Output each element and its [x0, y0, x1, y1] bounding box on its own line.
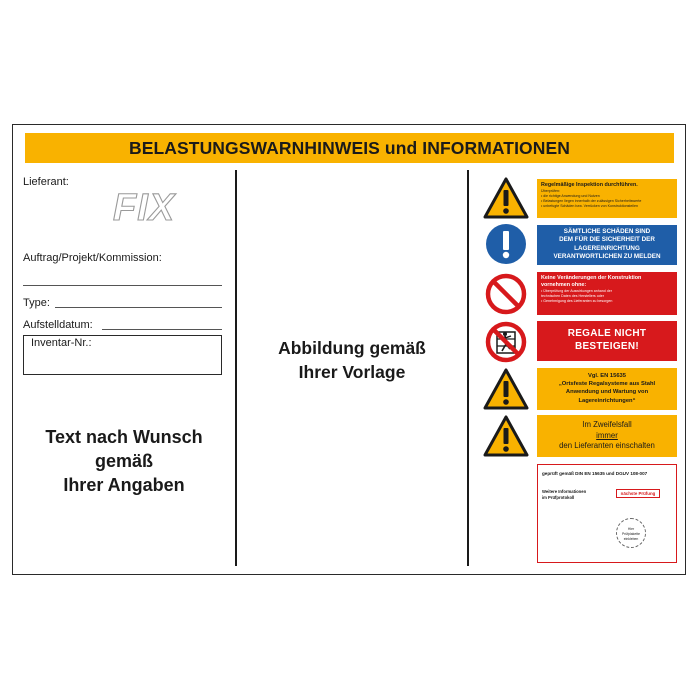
- modifications-title-2: vornehmen ohne:: [541, 281, 587, 288]
- modifications-title-1: Keine Veränderungen der Konstruktion: [541, 275, 642, 281]
- auftrag-line: [23, 285, 222, 286]
- type-label: Type:: [23, 297, 50, 309]
- custom-text-line-1: Text nach Wunsch: [45, 427, 203, 447]
- no-modifications-panel: [537, 272, 677, 315]
- auftrag-label: Auftrag/Projekt/Kommission:: [23, 252, 162, 264]
- divider-right: [467, 170, 469, 566]
- warning-icon: [483, 177, 529, 219]
- certificate-info-1: Weitere Informationen: [542, 489, 587, 494]
- certificate-info-2: im Prüfprotokoll: [542, 495, 575, 500]
- standard-panel: [537, 368, 677, 410]
- custom-text-line-2: gemäß: [94, 451, 154, 471]
- damage-report-panel: [537, 225, 677, 265]
- inspection-certificate-panel: [537, 464, 677, 563]
- no-climbing-line-1: REGALE NICHT: [567, 328, 647, 339]
- warning-icon-3: [483, 415, 529, 457]
- contact-line-2: immer: [596, 430, 618, 440]
- standard-line-1: Vgl. EN 15635: [587, 373, 627, 379]
- modifications-bullet-3: • Genehmigung des Lieferanten zu besorgen: [541, 298, 613, 303]
- custom-text: [13, 425, 235, 497]
- contact-line-3: den Lieferanten einschalten: [559, 441, 655, 450]
- sign-board: [12, 124, 686, 575]
- damage-line-1: SÄMTLICHE SCHÄDEN SIND: [563, 228, 651, 235]
- warning-icon-2: [483, 368, 529, 410]
- modifications-bullet-1: • Überprüfung der Auswirkungen anhand der: [541, 288, 612, 293]
- inspection-sub: Überprüfen:: [541, 189, 560, 193]
- sticker-line-2: Prüfplakette: [621, 532, 641, 536]
- inventar-label: Inventar-Nr.:: [31, 337, 92, 349]
- mandatory-info-icon: [485, 223, 527, 265]
- sticker-line-3: einkleben: [623, 537, 639, 541]
- illustration-line-2: Ihrer Vorlage: [298, 362, 406, 382]
- no-climbing-icon: [485, 321, 527, 363]
- aufstelldatum-label: Aufstelldatum:: [23, 319, 93, 331]
- type-line: [55, 307, 222, 308]
- inspection-sticker-area: [616, 518, 646, 548]
- aufstelldatum-line: [102, 329, 222, 330]
- certificate-info: [542, 489, 586, 501]
- inspection-bullet-1: • die richtige Anwendung und Nutzen: [541, 194, 600, 198]
- inspection-bullet-2: • Belastungen liegen innerhalb der zulässigen Sicherheitswerte: [541, 199, 642, 203]
- damage-line-4: VERANTWORTLICHEN ZU MELDEN: [553, 252, 661, 260]
- standard-line-4: Lagereinrichtungen“: [578, 397, 636, 404]
- fix-logo: FIX: [113, 187, 176, 229]
- inventar-box: [23, 335, 222, 375]
- standard-line-2: „Ortsfeste Regalsysteme aus Stahl: [558, 381, 656, 388]
- modifications-bullet-2: technischen Daten des Herstellers oder: [541, 293, 604, 298]
- inspection-panel: [537, 179, 677, 218]
- damage-line-3: LAGEREINRICHTUNG: [574, 244, 640, 252]
- certificate-title: geprüft gemäß DIN EN 15635 und DGUV 108-007: [542, 471, 648, 476]
- sticker-line-1: Hier: [627, 527, 635, 531]
- illustration-placeholder: [237, 336, 467, 384]
- custom-text-line-3: Ihrer Angaben: [63, 475, 185, 495]
- inspection-title: Regelmäßige Inspektion durchführen.: [541, 182, 638, 188]
- standard-line-3: Anwendung und Wartung von: [565, 389, 649, 396]
- damage-line-2: DEM FÜR DIE SICHERHEIT DER: [559, 236, 655, 244]
- inspection-bullet-3: • unbefugte Schäden bzw. Verrücken von Konstruktionsteilen: [541, 204, 638, 208]
- contact-line-1: Im Zweifelsfall: [582, 420, 632, 429]
- no-climbing-line-2: BESTEIGEN!: [574, 341, 640, 352]
- sign-title: BELASTUNGSWARNHINWEIS und INFORMATIONEN: [25, 133, 674, 163]
- no-climbing-panel: [537, 321, 677, 361]
- lieferant-label: Lieferant:: [23, 176, 69, 188]
- prohibition-icon: [485, 273, 527, 315]
- illustration-line-1: Abbildung gemäß: [278, 338, 426, 358]
- contact-supplier-panel: [537, 415, 677, 457]
- next-inspection-label: nächste Prüfung: [616, 489, 660, 498]
